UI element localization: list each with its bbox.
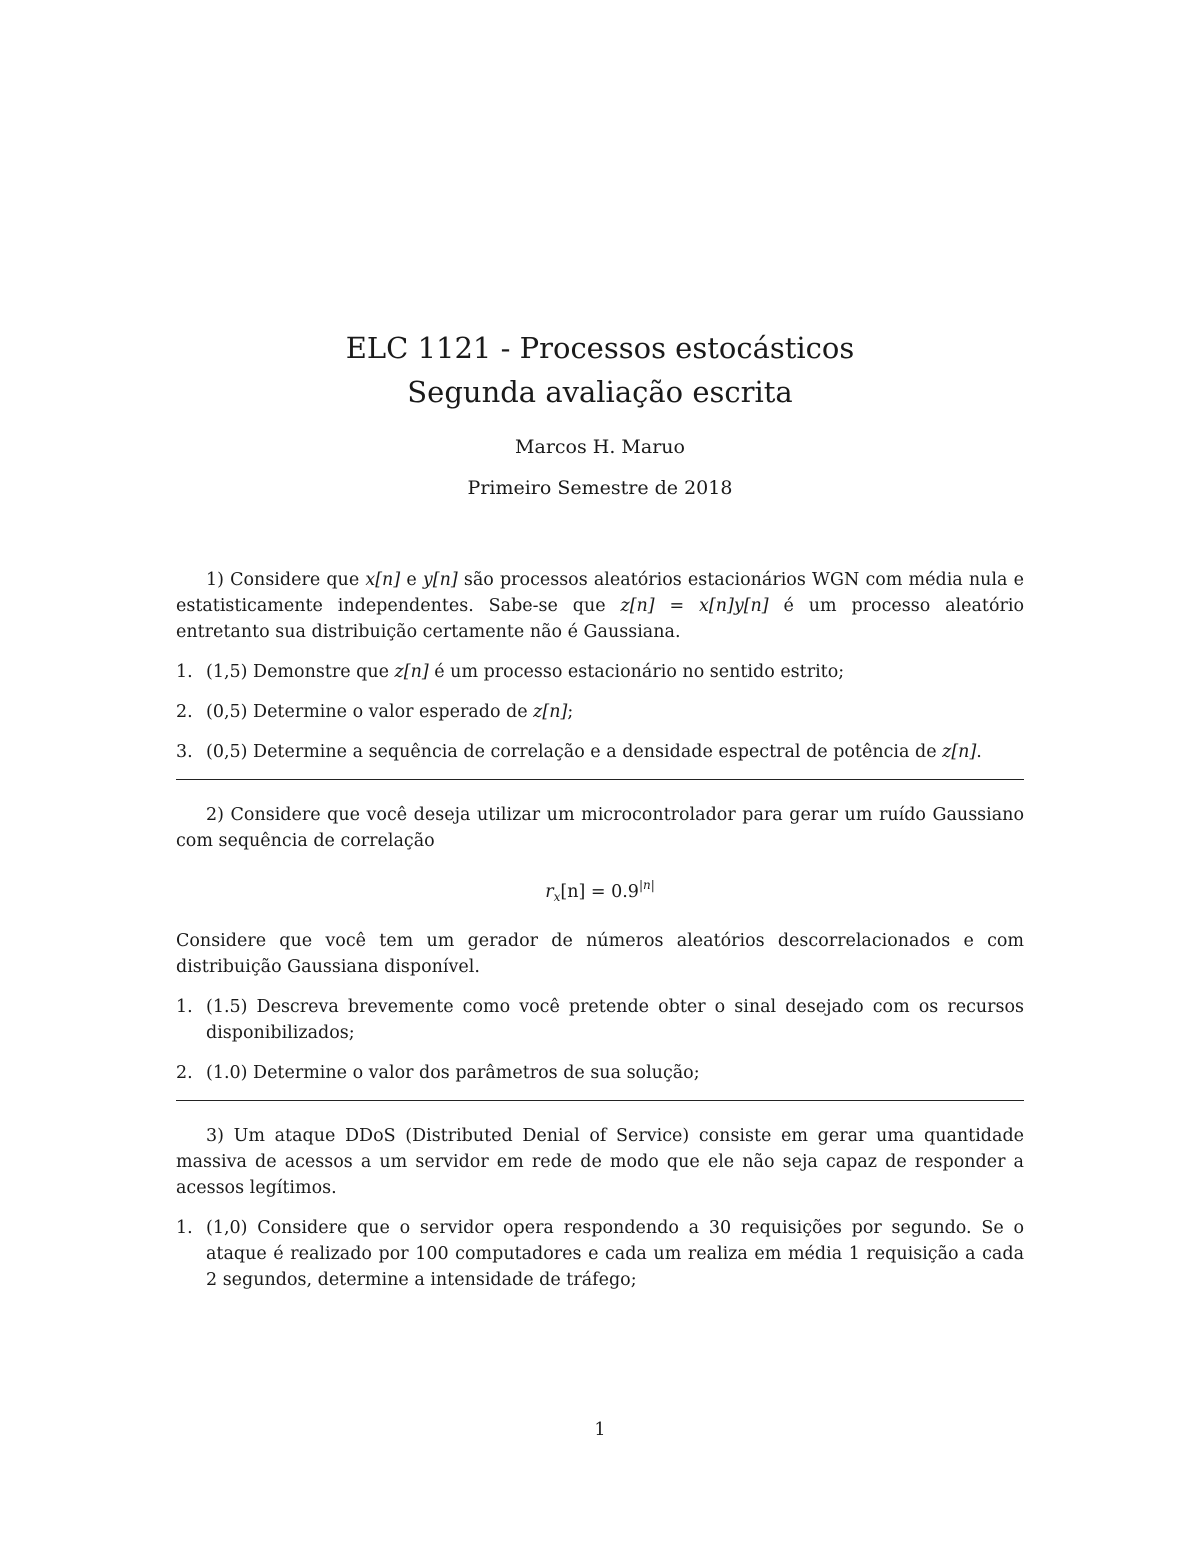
q1-item-2-post: ;: [567, 702, 574, 722]
q1-text-c: são processos aleatórios estacionários WGN com média nula e estatisticamente independentes. Sabe-se que: [176, 570, 1024, 616]
section-divider-1: [176, 779, 1024, 780]
q1-text-a: 1) Considere que: [206, 570, 366, 590]
q1-item-3-post: .: [976, 742, 982, 762]
q1-item-1-pre: (1,5) Demonstre que: [206, 662, 395, 682]
course-title: ELC 1121 - Processos estocásticos: [345, 331, 855, 365]
question-2: [176, 802, 1024, 1086]
eq-exponent: |n|: [638, 878, 655, 892]
eq-r: r: [545, 882, 554, 902]
q2-item-1-number: 1.: [176, 997, 193, 1017]
exam-content: [176, 567, 1024, 1307]
q1-item-2-math: z[n]: [533, 702, 568, 722]
correlation-equation: [176, 872, 1024, 910]
question-3-intro: 3) Um ataque DDoS (Distributed Denial of Service) consiste em gerar uma quantidade massiva de acessos a um servidor em rede de modo que ele não seja capaz de responder a acessos legítimos.: [176, 1126, 1024, 1198]
question-1-items: [176, 659, 1024, 765]
question-2-items: [176, 994, 1024, 1086]
q1-item-2-number: 2.: [176, 702, 193, 722]
q1-item-3: [176, 739, 1024, 765]
q1-math-x: x[n]: [365, 570, 401, 590]
q2-item-2-text: (1.0) Determine o valor dos parâmetros de sua solução;: [206, 1063, 700, 1083]
q3-item-1-text: (1,0) Considere que o servidor opera respondendo a 30 requisições por segundo. Se o ataque é realizado por 100 computadores e cada um realiza em média 1 requisição a cada 2 segundos, determine a intensidade de tráfego;: [206, 1218, 1024, 1290]
q1-item-3-math: z[n]: [942, 742, 977, 762]
q1-math-y: y[n]: [422, 570, 458, 590]
question-2-intro: 2) Considere que você deseja utilizar um microcontrolador para gerar um ruído Gaussiano com sequência de correlação: [176, 805, 1024, 851]
exam-date: Primeiro Semestre de 2018: [467, 477, 733, 499]
q1-item-1: [176, 659, 1024, 685]
question-2-after: Considere que você tem um gerador de números aleatórios descorrelacionados e com distribuição Gaussiana disponível.: [176, 931, 1024, 977]
q1-text-d: é um processo aleatório entretanto sua distribuição certamente não é Gaussiana.: [176, 596, 1025, 642]
q1-item-2-pre: (0,5) Determine o valor esperado de: [206, 702, 534, 722]
q2-item-2-number: 2.: [176, 1063, 193, 1083]
q1-text-b: e: [400, 570, 423, 590]
q3-item-1-number: 1.: [176, 1218, 193, 1238]
section-divider-2: [176, 1100, 1024, 1101]
q1-item-1-math: z[n]: [394, 662, 429, 682]
q1-item-3-pre: (0,5) Determine a sequência de correlação e a densidade espectral de potência de: [206, 742, 943, 762]
q2-item-2: [176, 1060, 1024, 1086]
q1-math-z-eq: z[n] = x[n]y[n]: [620, 596, 769, 616]
page-number: 1: [594, 1420, 606, 1440]
question-1: [176, 567, 1024, 765]
q1-item-3-number: 3.: [176, 742, 193, 762]
eq-subscript: x: [553, 890, 561, 904]
author-name: Marcos H. Maruo: [515, 436, 685, 458]
question-3-items: [176, 1215, 1024, 1293]
eq-middle: [n] = 0.9: [560, 882, 639, 902]
exam-title: Segunda avaliação escrita: [407, 375, 793, 409]
q1-item-2: [176, 699, 1024, 725]
q2-item-1-text: (1.5) Descreva brevemente como você pretende obter o sinal desejado com os recursos disponibilizados;: [206, 997, 1024, 1043]
q1-item-1-post: é um processo estacionário no sentido estrito;: [428, 662, 845, 682]
question-3: [176, 1123, 1024, 1293]
q1-item-1-number: 1.: [176, 662, 193, 682]
question-1-intro: [176, 567, 1024, 645]
title-block: [176, 326, 1024, 501]
q3-item-1: [176, 1215, 1024, 1293]
document-page: [176, 0, 1024, 1553]
q2-item-1: [176, 994, 1024, 1046]
